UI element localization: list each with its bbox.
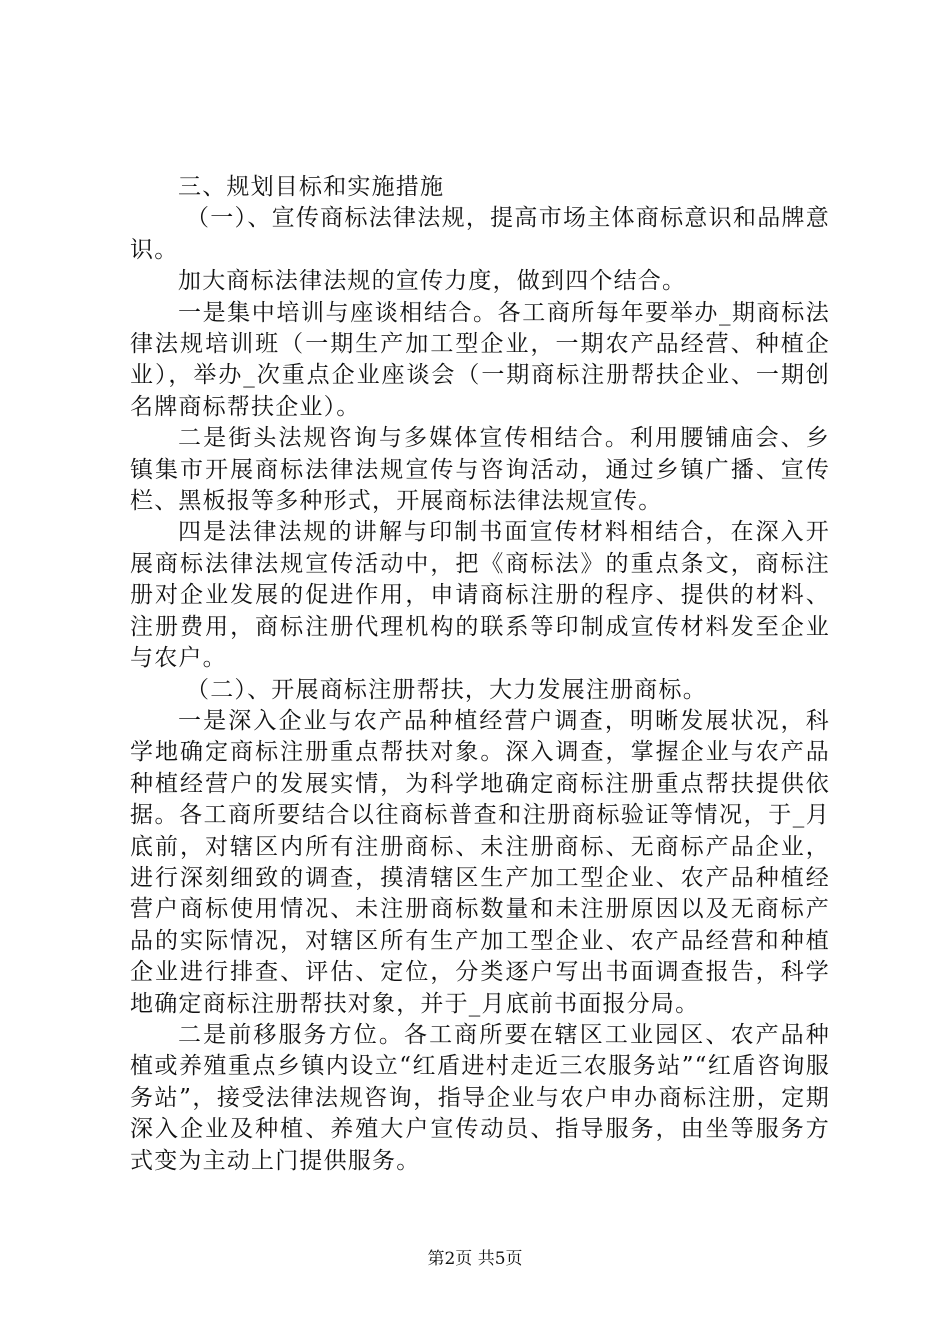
page-number: 第2页 共5页	[427, 1249, 523, 1269]
paragraph: 加大商标法律法规的宣传力度，做到四个结合。	[178, 268, 687, 295]
subsection-heading-1: （一）、宣传商标法律法规，提高市场主体商标意识和品牌意识。	[130, 205, 830, 263]
paragraph: 一是集中培训与座谈相结合。各工商所每年要举办_期商标法律法规培训班（一期生产加工型企业，一期农产品经营、种植企业），举办_次重点企业座谈会（一期商标注册帮扶企业、一期创名牌商标帮扶企业）。	[130, 299, 830, 420]
paragraph: 四是法律法规的讲解与印制书面宣传材料相结合，在深入开展商标法律法规宣传活动中，把《商标法》的重点条文，商标注册对企业发展的促进作用，申请商标注册的程序、提供的材料、注册费用，商标注册代理机构的联系等印制成宣传材料发至企业与农户。	[130, 519, 830, 672]
document-body	[130, 172, 830, 1177]
paragraph: 二是街头法规咨询与多媒体宣传相结合。利用腰铺庙会、乡镇集市开展商标法律法规宣传与咨询活动，通过乡镇广播、宣传栏、黑板报等多种形式，开展商标法律法规宣传。	[130, 425, 830, 515]
paragraph: 一是深入企业与农产品种植经营户调查，明晰发展状况，科学地确定商标注册重点帮扶对象。深入调查，掌握企业与农产品种植经营户的发展实情，为科学地确定商标注册重点帮扶提供依据。各工商所要结合以往商标普查和注册商标验证等情况，于_月底前，对辖区内所有注册商标、未注册商标、无商标产品企业，进行深刻细致的调查，摸清辖区生产加工型企业、农产品种植经营户商标使用情况、未注册商标数量和未注册原因以及无商标产品的实际情况，对辖区所有生产加工型企业、农产品经营和种植企业进行排查、评估、定位，分类逐户写出书面调查报告，科学地确定商标注册帮扶对象，并于_月底前书面报分局。	[130, 707, 830, 1017]
subsection-heading-2: （二）、开展商标注册帮扶，大力发展注册商标。	[186, 676, 707, 703]
section-heading: 三、规划目标和实施措施	[178, 174, 445, 200]
paragraph: 二是前移服务方位。各工商所要在辖区工业园区、农产品种植或养殖重点乡镇内设立“红盾进村走近三农服务站”“红盾咨询服务站”，接受法律法规咨询，指导企业与农户申办商标注册，定期深入企业及种植、养殖大户宣传动员、指导服务，由坐等服务方式变为主动上门提供服务。	[130, 1021, 830, 1174]
